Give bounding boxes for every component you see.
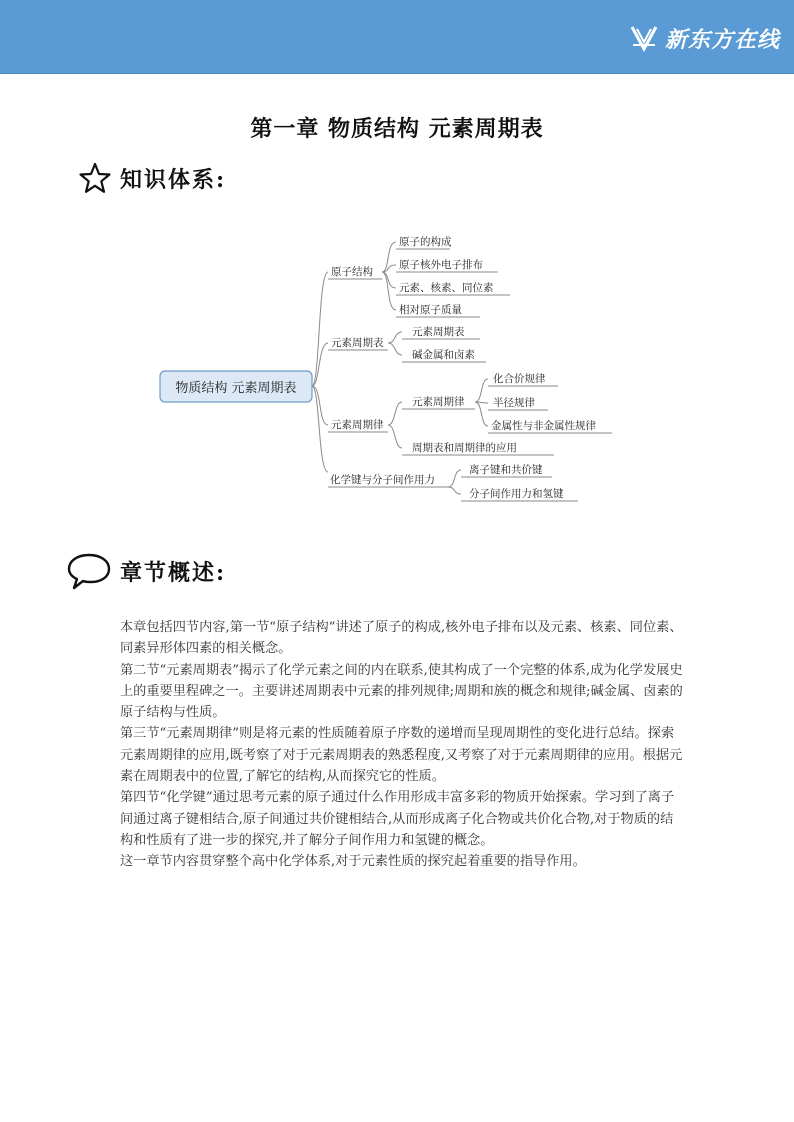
brand-logo bbox=[629, 18, 780, 58]
page-title: 第一章 物质结构 元素周期表 bbox=[250, 116, 544, 142]
mindmap-node: 元素、核素、同位素 bbox=[399, 282, 494, 294]
mindmap-node: 碱金属和卤素 bbox=[412, 349, 475, 361]
mindmap-node: 元素周期律 bbox=[412, 396, 465, 408]
mindmap-branch-periodic-table: 元素周期表 bbox=[331, 337, 384, 349]
star-outline-icon bbox=[78, 161, 112, 195]
speech-bubble-icon bbox=[66, 551, 112, 591]
mindmap-node: 化合价规律 bbox=[493, 373, 546, 385]
mindmap-branch-chemical-bond: 化学键与分子间作用力 bbox=[330, 474, 435, 486]
mindmap-branch-periodic-law: 元素周期律 bbox=[331, 419, 384, 431]
section-chapter-overview bbox=[66, 551, 226, 591]
brand-name: 新东方在线 bbox=[664, 27, 780, 53]
chapter-summary bbox=[120, 617, 685, 873]
summary-paragraph: 本章包括四节内容,第一节“原子结构”讲述了原子的构成,核外电子排布以及元素、核素、同位素、同素异形体四素的相关概念。 bbox=[120, 620, 683, 657]
summary-paragraph: 第四节“化学键”通过思考元素的原子通过什么作用形成丰富多彩的物质开始探索。学习到了离子间通过离子键相结合,原子间通过共价键相结合,从而形成离子化合物或共价化合物,对于物质的结构和性质有了进一步的探究,并了解分子间作用力和氢键的概念。 bbox=[120, 790, 675, 848]
summary-paragraph: 这一章节内容贯穿整个高中化学体系,对于元素性质的探究起着重要的指导作用。 bbox=[120, 854, 586, 870]
mindmap-node: 元素周期表 bbox=[412, 326, 465, 338]
mindmap-node: 离子键和共价键 bbox=[469, 464, 543, 476]
section-knowledge-system bbox=[78, 161, 226, 195]
mindmap-branch-atomic-structure: 原子结构 bbox=[331, 266, 373, 278]
section-knowledge-system-label: 知识体系: bbox=[120, 166, 227, 193]
mindmap-node: 分子间作用力和氢键 bbox=[469, 488, 564, 500]
mindmap-node: 原子的构成 bbox=[399, 236, 452, 248]
section-chapter-overview-label: 章节概述: bbox=[120, 559, 227, 586]
mindmap-root: 物质结构 元素周期表 bbox=[175, 381, 297, 396]
mindmap-node: 周期表和周期律的应用 bbox=[412, 442, 517, 454]
mindmap-node: 相对原子质量 bbox=[399, 304, 462, 316]
mindmap-node: 半径规律 bbox=[493, 397, 535, 409]
summary-paragraph: 第二节“元素周期表”揭示了化学元素之间的内在联系,使其构成了一个完整的体系,成为化学发展史上的重要里程碑之一。主要讲述周期表中元素的排列规律;周期和族的概念和规律;碱金属、卤素的原子结构与性质。 bbox=[120, 662, 683, 721]
brand-logo-icon bbox=[629, 23, 659, 53]
mindmap-node: 金属性与非金属性规律 bbox=[491, 420, 596, 432]
summary-paragraph: 第三节“元素周期律”则是将元素的性质随着原子序数的递增而呈现周期性的变化进行总结。探索元素周期律的应用,既考察了对于元素周期表的熟悉程度,又考察了对于元素周期律的应用。根据元素在周期表中的位置,了解它的结构,从而探究它的性质。 bbox=[120, 726, 683, 785]
mindmap-node: 原子核外电子排布 bbox=[399, 259, 483, 271]
mindmap bbox=[150, 222, 630, 512]
header-bar bbox=[0, 0, 794, 74]
